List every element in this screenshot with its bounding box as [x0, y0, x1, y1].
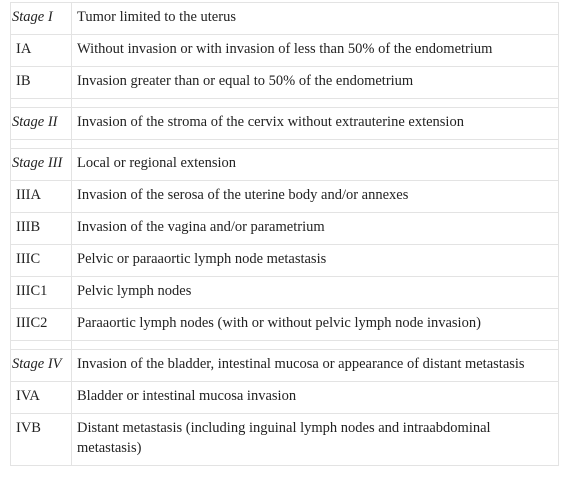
table-row-stage-iv: [11, 350, 559, 382]
substage-code-cell: IVB: [11, 414, 72, 466]
spacer-cell: [72, 140, 559, 149]
table-row-iiic1: [11, 277, 559, 309]
stage-code-cell: [11, 350, 72, 382]
spacer-cell: [11, 140, 72, 149]
table-row-iiic: [11, 245, 559, 277]
spacer-cell: [11, 99, 72, 108]
staging-table: [10, 2, 559, 466]
table-row-stage-ii: [11, 108, 559, 140]
description-cell: Local or regional extension: [72, 149, 559, 181]
table-row-iva: [11, 382, 559, 414]
substage-code-cell: IIIC: [11, 245, 72, 277]
spacer-row: [11, 140, 559, 149]
table-row-iiia: [11, 181, 559, 213]
spacer-cell: [72, 99, 559, 108]
description-cell: Pelvic lymph nodes: [72, 277, 559, 309]
table-row-ivb: [11, 414, 559, 466]
spacer-cell: [11, 341, 72, 350]
description-cell: Invasion of the bladder, intestinal mucosa or appearance of distant metastasis: [72, 350, 559, 382]
substage-code-cell: IVA: [11, 382, 72, 414]
description-cell: Invasion greater than or equal to 50% of the endometrium: [72, 67, 559, 99]
description-cell: Pelvic or paraaortic lymph node metastasis: [72, 245, 559, 277]
table-row-stage-i: [11, 3, 559, 35]
stage-code: Stage II: [12, 114, 58, 130]
stage-code-cell: [11, 149, 72, 181]
description-cell: Without invasion or with invasion of less than 50% of the endometrium: [72, 35, 559, 67]
stage-code: Stage I: [12, 9, 53, 25]
table-row-stage-iii: [11, 149, 559, 181]
stage-code: Stage IV: [12, 356, 62, 372]
stage-code: Stage III: [12, 155, 63, 171]
description-cell: Invasion of the stroma of the cervix without extrauterine extension: [72, 108, 559, 140]
spacer-cell: [72, 341, 559, 350]
substage-code-cell: IIIC2: [11, 309, 72, 341]
description-cell: Distant metastasis (including inguinal lymph nodes and intraabdominal metastasis): [72, 414, 559, 466]
description-cell: Paraaortic lymph nodes (with or without pelvic lymph node invasion): [72, 309, 559, 341]
description-cell: Bladder or intestinal mucosa invasion: [72, 382, 559, 414]
substage-code-cell: IIIC1: [11, 277, 72, 309]
spacer-row: [11, 341, 559, 350]
substage-code-cell: IB: [11, 67, 72, 99]
table-row-iiic2: [11, 309, 559, 341]
spacer-row: [11, 99, 559, 108]
stage-code-cell: [11, 108, 72, 140]
description-cell: Tumor limited to the uterus: [72, 3, 559, 35]
substage-code-cell: IIIA: [11, 181, 72, 213]
substage-code-cell: IIIB: [11, 213, 72, 245]
table-row-ib: [11, 67, 559, 99]
description-cell: Invasion of the serosa of the uterine body and/or annexes: [72, 181, 559, 213]
table-row-ia: [11, 35, 559, 67]
description-cell: Invasion of the vagina and/or parametrium: [72, 213, 559, 245]
stage-code-cell: [11, 3, 72, 35]
substage-code-cell: IA: [11, 35, 72, 67]
table-row-iiib: [11, 213, 559, 245]
